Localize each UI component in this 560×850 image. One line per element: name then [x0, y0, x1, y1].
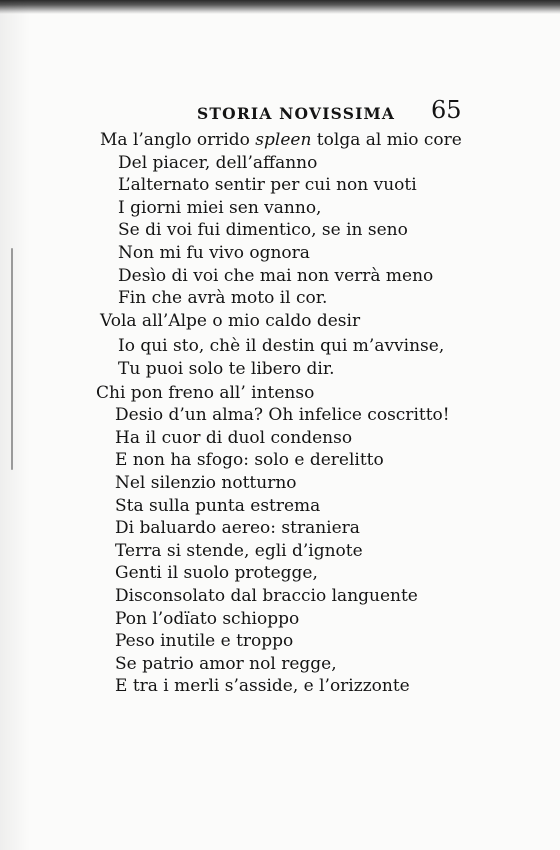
poem-line: Ma l’anglo orrido spleen tolga al mio core [100, 130, 462, 150]
margin-mark [11, 248, 13, 470]
poem-line: Nel silenzio notturno [115, 473, 297, 493]
running-title: STORIA NOVISSIMA [197, 104, 396, 123]
page-header [0, 96, 560, 132]
poem-line: E tra i merli s’asside, e l’orizzonte [115, 676, 410, 696]
poem-line: Se patrio amor nol regge, [115, 654, 337, 674]
poem-line: Se di voi fui dimentico, se in seno [118, 220, 408, 240]
poem-line: Vola all’Alpe o mio caldo desir [100, 311, 361, 331]
poem-line: Disconsolato dal braccio languente [115, 586, 418, 606]
poem-line: Io qui sto, chè il destin qui m’avvinse, [118, 336, 445, 356]
poem-line: Pon l’odïato schioppo [115, 609, 300, 629]
poem-line: L’alternato sentir per cui non vuoti [118, 175, 417, 195]
italic-word: spleen [255, 130, 312, 150]
poem-line: Desìo di voi che mai non verrà meno [118, 266, 434, 286]
poem-line: Desio d’un alma? Oh infelice coscritto! [115, 405, 450, 425]
poem-line: Terra si stende, egli d’ignote [115, 541, 363, 561]
page-top-edge-shadow [0, 0, 560, 14]
poem-line: Peso inutile e troppo [115, 631, 294, 651]
poem-line: Chi pon freno all’ intenso [96, 383, 315, 403]
poem-line: Del piacer, dell’affanno [118, 153, 318, 173]
page-number: 65 [431, 96, 462, 124]
poem-line: Ha il cuor di duol condenso [115, 428, 353, 448]
poem-line: I giorni miei sen vanno, [118, 198, 322, 218]
poem-line: Tu puoi solo te libero dir. [118, 359, 335, 379]
poem-line: Fin che avrà moto il cor. [118, 288, 328, 308]
poem-line: Di baluardo aereo: straniera [115, 518, 360, 538]
poem-line: Genti il suolo protegge, [115, 563, 318, 583]
poem-line: Non mi fu vivo ognora [118, 243, 310, 263]
poem-line: Sta sulla punta estrema [115, 496, 321, 516]
poem-line: E non ha sfogo: solo e derelitto [115, 450, 384, 470]
